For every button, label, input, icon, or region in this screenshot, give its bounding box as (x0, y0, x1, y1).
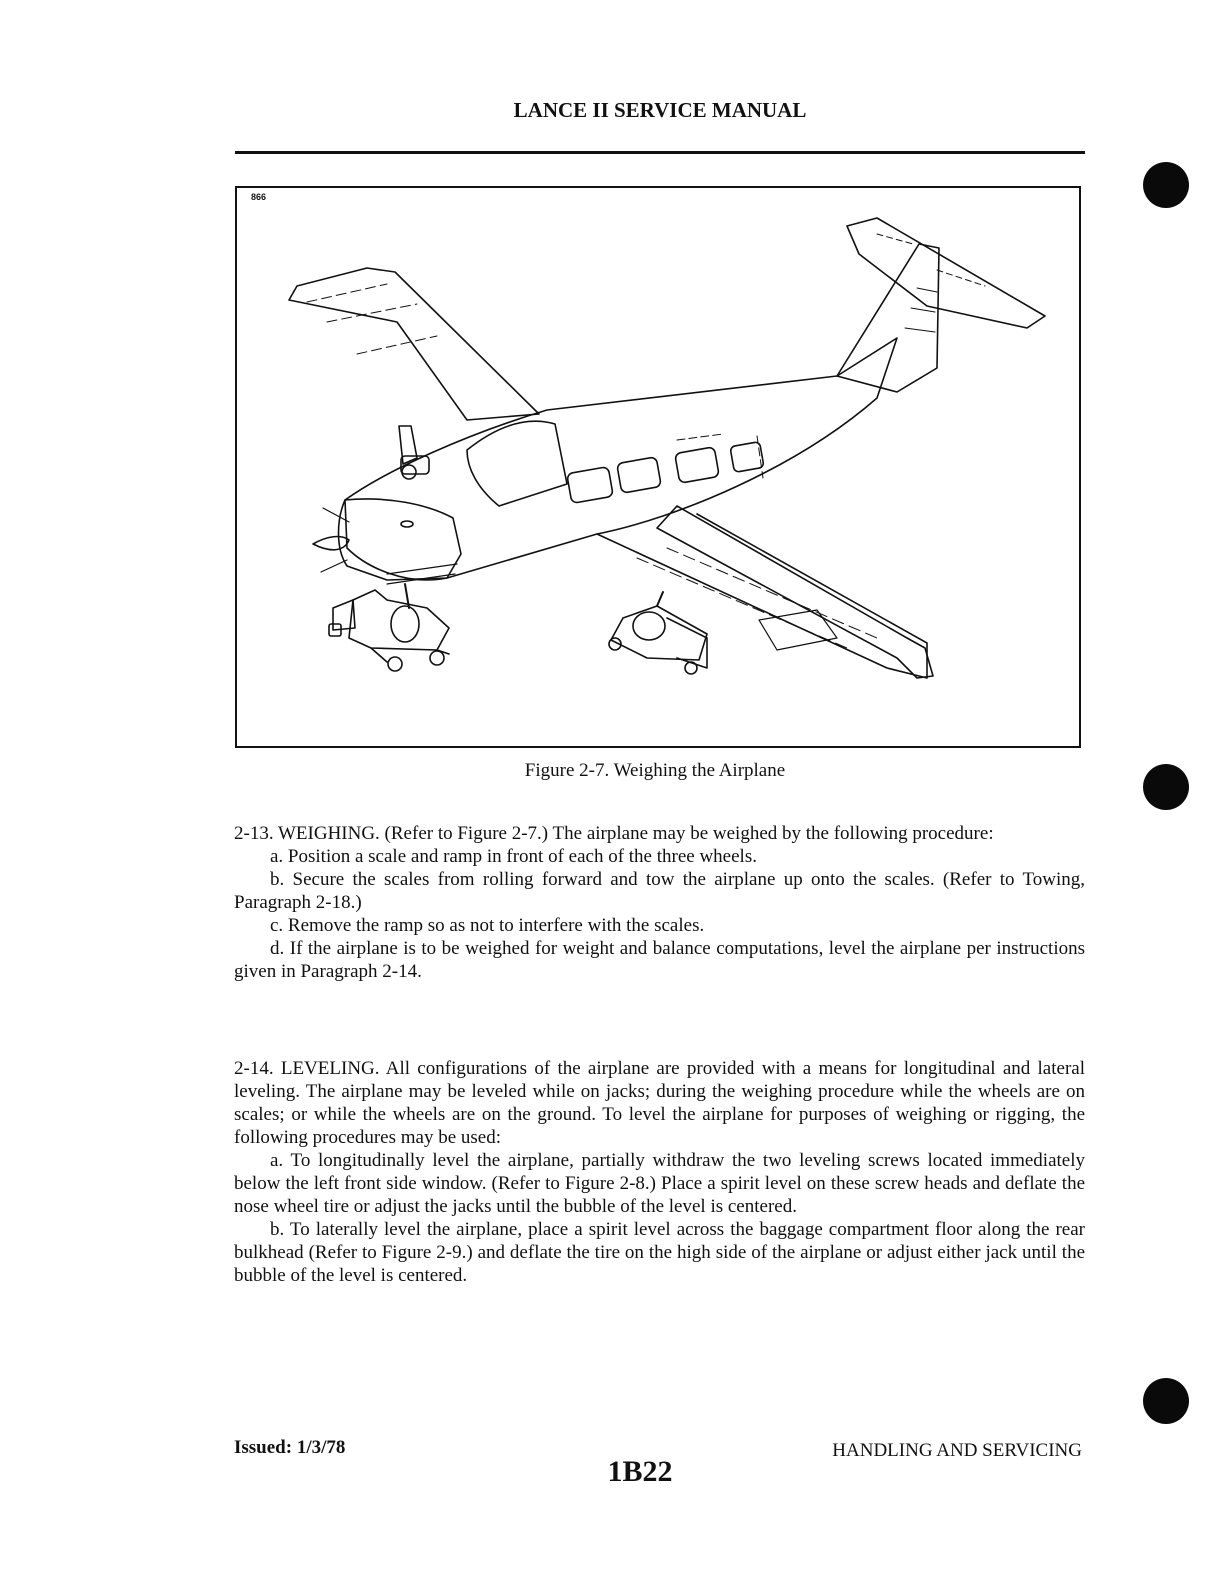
leveling-section (234, 1057, 1085, 1287)
binder-hole-top (1143, 162, 1189, 208)
weighing-item-b: b. Secure the scales from rolling forward and tow the airplane up onto the scales. (Refer to Towing, Paragraph 2-18.) (234, 869, 1085, 913)
side-window-4 (730, 442, 764, 473)
weighing-item-a: a. Position a scale and ramp in front of each of the three wheels. (270, 846, 757, 867)
page-header-title: LANCE II SERVICE MANUAL (513, 98, 807, 122)
header-rule (235, 151, 1085, 154)
nose-wheel (391, 606, 419, 642)
binder-hole-bottom (1143, 1378, 1189, 1424)
leveling-item-a: a. To longitudinally level the airplane, partially withdraw the two leveling screws located immediately below the left front side window. (Refer to Figure 2-8.) Place a spirit level on these screw heads and deflate the nose wheel tire or adjust the jacks until the bubble of the level is centered. (234, 1150, 1085, 1217)
section-name: HANDLING AND SERVICING (832, 1440, 1082, 1461)
windshield (467, 421, 567, 506)
weighing-section (234, 822, 1085, 983)
leveling-item-b: b. To laterally level the airplane, place a spirit level across the baggage compartment floor along the rear bulkhead (Refer to Figure 2-9.) and deflate the tire on the high side of the airplane or adjust either jack until the bubble of the level is centered. (234, 1219, 1085, 1286)
side-window-1 (567, 467, 614, 504)
weighing-item-d: d. If the airplane is to be weighed for weight and balance computations, level the airplane per instructions given in Paragraph 2-14. (234, 938, 1085, 982)
right-main-wheel (633, 612, 665, 640)
airplane-on-scales-illustration (237, 188, 1079, 746)
cowl (339, 499, 462, 580)
propeller-spinner (313, 537, 349, 550)
page-number: 1B22 (607, 1455, 673, 1488)
right-wing (657, 506, 933, 678)
side-window-3 (675, 447, 720, 483)
vertical-tail (837, 244, 939, 392)
figure-frame (235, 186, 1081, 748)
weighing-item-c: c. Remove the ramp so as not to interfere with the scales. (270, 915, 705, 936)
fuselage (345, 338, 897, 580)
leveling-intro: 2-14. LEVELING. All configurations of the airplane are provided with a means for longitudinal and lateral leveling. The airplane may be leveled while on jacks; during the weighing procedure while the wheels are on scales; or while the wheels are on the ground. To level the airplane for purposes of weighing or rigging, the following procedures may be used: (234, 1058, 1085, 1148)
left-wing (289, 268, 539, 420)
figure-caption: Figure 2-7. Weighing the Airplane (524, 760, 786, 781)
side-window-2 (617, 457, 662, 493)
figure-number: 866 (251, 192, 267, 202)
issued-date: Issued: 1/3/78 (234, 1437, 346, 1458)
weighing-intro: 2-13. WEIGHING. (Refer to Figure 2-7.) The airplane may be weighed by the following procedure: (234, 823, 994, 844)
right-wing-surface (597, 514, 927, 678)
